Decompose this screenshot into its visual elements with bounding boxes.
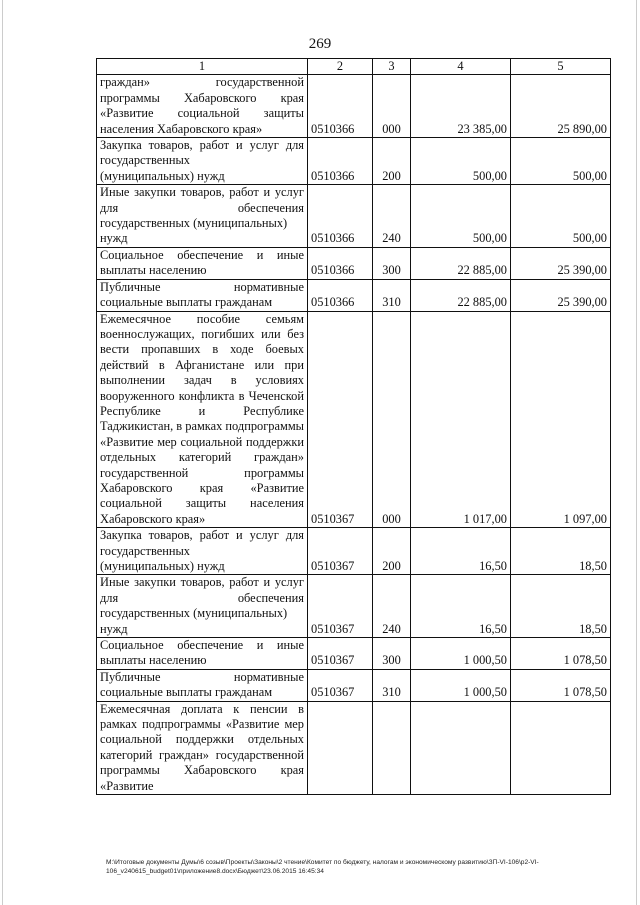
- row-description: [97, 575, 308, 638]
- description-last-line: (муниципальных) нужд: [100, 168, 225, 183]
- row-description: [97, 279, 308, 311]
- row-description: [97, 311, 308, 528]
- description-line: государственной программы: [100, 747, 304, 778]
- amount-col-5: 500,00: [511, 185, 611, 248]
- target-code: 0510366: [308, 185, 373, 248]
- description-line: Хабаровского края «Развитие: [100, 763, 304, 793]
- table-row: [97, 247, 611, 279]
- target-code: 0510367: [308, 638, 373, 670]
- description-line: Социальное обеспечение и иные: [100, 638, 304, 653]
- table-row: [97, 575, 611, 638]
- row-description: [97, 138, 308, 185]
- description-line: услуг для обеспечения: [100, 185, 304, 215]
- amount-col-5: 1 078,50: [511, 638, 611, 670]
- description-line: для государственных: [100, 138, 304, 168]
- row-description: [97, 638, 308, 670]
- expense-group: 200: [373, 528, 411, 575]
- table-row: [97, 638, 611, 670]
- row-description: [97, 528, 308, 575]
- amount-col-4: 23 385,00: [411, 75, 511, 138]
- scan-edge-right: [636, 0, 637, 905]
- description-last-line: выплаты населению: [100, 653, 207, 668]
- target-code: 0510367: [308, 528, 373, 575]
- description-last-line: выплаты населению: [100, 263, 207, 278]
- amount-col-4: 22 885,00: [411, 247, 511, 279]
- description-line: отдельных категорий граждан»: [100, 732, 304, 762]
- expense-group: [373, 701, 411, 794]
- description-last-line: государственных (муниципальных) нужд: [100, 606, 288, 636]
- amount-col-5: 18,50: [511, 575, 611, 638]
- amount-col-5: 1 078,50: [511, 669, 611, 701]
- description-line: социальной защиты населения: [100, 496, 304, 511]
- description-line: государственной программы: [100, 465, 304, 480]
- expense-group: 000: [373, 75, 411, 138]
- target-code: 0510367: [308, 669, 373, 701]
- description-line: граждан» государственной: [100, 75, 304, 90]
- row-description: [97, 247, 308, 279]
- description-last-line: государственных (муниципальных) нужд: [100, 216, 288, 246]
- description-line: мер социальной поддержки: [100, 717, 304, 747]
- row-description: [97, 669, 308, 701]
- description-last-line: Хабаровского края»: [100, 511, 206, 526]
- description-line: Иные закупки товаров, работ и: [100, 185, 271, 200]
- header-row: [97, 59, 611, 75]
- amount-col-4: 500,00: [411, 185, 511, 248]
- row-description: [97, 185, 308, 248]
- table-row: [97, 138, 611, 185]
- header-cell: 4: [411, 59, 511, 75]
- description-line: конфликта в Чеченской: [178, 388, 304, 403]
- target-code: 0510366: [308, 247, 373, 279]
- expense-group: 300: [373, 247, 411, 279]
- amount-col-5: 18,50: [511, 528, 611, 575]
- target-code: 0510366: [308, 138, 373, 185]
- amount-col-5: 25 390,00: [511, 279, 611, 311]
- expense-group: 310: [373, 279, 411, 311]
- expense-group: 200: [373, 138, 411, 185]
- amount-col-5: 25 890,00: [511, 75, 611, 138]
- description-last-line: населения Хабаровского края»: [100, 121, 263, 136]
- amount-col-4: 22 885,00: [411, 279, 511, 311]
- description-last-line: социальные выплаты гражданам: [100, 295, 273, 310]
- header-cell: 3: [373, 59, 411, 75]
- description-line: подпрограммы «Развитие мер: [100, 419, 305, 449]
- page-number: 269: [308, 36, 332, 52]
- description-line: Публичные нормативные: [100, 669, 304, 684]
- description-line: без вести пропавших в ходе: [100, 326, 304, 357]
- description-line: отдельных категорий граждан»: [100, 450, 304, 465]
- description-line: Хабаровского края «Развитие: [100, 480, 304, 495]
- description-line: Закупка товаров, работ и услуг: [100, 528, 279, 543]
- description-line: Таджикистан, в рамках: [100, 419, 223, 434]
- description-line: «Развитие социальной защиты: [100, 106, 304, 121]
- description-line: боевых действий в Афганистане: [100, 342, 304, 372]
- row-description: [97, 75, 308, 138]
- description-line: Публичные нормативные: [100, 279, 304, 294]
- description-line: Ежемесячная доплата к пенсии в: [100, 701, 304, 716]
- table-row: [97, 75, 611, 138]
- description-line: рамках подпрограммы «Развитие: [100, 717, 280, 732]
- footer-line: M:\Итоговые документы Думы\6 созыв\Проекты\Законы\2 чтение\Комитет по бюджету, налогам и экономическому развитию\ЗП-VI-106\р2-VI-: [106, 859, 539, 866]
- description-line: программы Хабаровского края: [100, 90, 304, 105]
- footer-line: 106_v240615_budget01\приложение8.docx\Бюджет\23.06.2015 16:45:34: [106, 868, 324, 875]
- amount-col-4: [411, 701, 511, 794]
- amount-col-4: 1 017,00: [411, 311, 511, 528]
- file-path-footer: [106, 858, 626, 876]
- expense-group: 300: [373, 638, 411, 670]
- description-line: Социальное обеспечение и иные: [100, 247, 304, 262]
- header-cell: 5: [511, 59, 611, 75]
- target-code: 0510366: [308, 75, 373, 138]
- amount-col-4: 16,50: [411, 575, 511, 638]
- header-cell: 2: [308, 59, 373, 75]
- table-row: [97, 701, 611, 794]
- amount-col-4: 1 000,50: [411, 669, 511, 701]
- description-line: Республике и Республике: [100, 403, 304, 418]
- amount-col-5: 1 097,00: [511, 311, 611, 528]
- description-line: военнослужащих, погибших или: [100, 326, 281, 341]
- row-description: [97, 701, 308, 794]
- target-code: [308, 701, 373, 794]
- table-row: [97, 185, 611, 248]
- expense-group: 000: [373, 311, 411, 528]
- target-code: 0510366: [308, 279, 373, 311]
- description-line: социальной поддержки: [180, 434, 304, 449]
- description-line: услуг для обеспечения: [100, 575, 304, 605]
- scan-edge-left: [2, 0, 3, 905]
- description-last-line: (муниципальных) нужд: [100, 559, 225, 573]
- target-code: 0510367: [308, 311, 373, 528]
- table-row: [97, 669, 611, 701]
- description-last-line: социальные выплаты гражданам: [100, 685, 273, 700]
- target-code: 0510367: [308, 575, 373, 638]
- description-line: Иные закупки товаров, работ и: [100, 575, 271, 590]
- table-row: [97, 279, 611, 311]
- description-line: условиях вооруженного: [100, 373, 304, 403]
- amount-col-5: 500,00: [511, 138, 611, 185]
- budget-table: [96, 58, 611, 795]
- description-line: Закупка товаров, работ и услуг: [100, 138, 279, 153]
- expense-group: 240: [373, 575, 411, 638]
- amount-col-4: 1 000,50: [411, 638, 511, 670]
- amount-col-4: 500,00: [411, 138, 511, 185]
- expense-group: 240: [373, 185, 411, 248]
- description-line: или при выполнении задач в: [100, 357, 304, 388]
- header-cell: 1: [97, 59, 308, 75]
- amount-col-4: 16,50: [411, 528, 511, 575]
- table-row: [97, 311, 611, 528]
- description-line: Ежемесячное пособие семьям: [100, 311, 304, 326]
- amount-col-5: 25 390,00: [511, 247, 611, 279]
- table-row: [97, 528, 611, 575]
- expense-group: 310: [373, 669, 411, 701]
- amount-col-5: [511, 701, 611, 794]
- description-line: для государственных: [100, 528, 304, 558]
